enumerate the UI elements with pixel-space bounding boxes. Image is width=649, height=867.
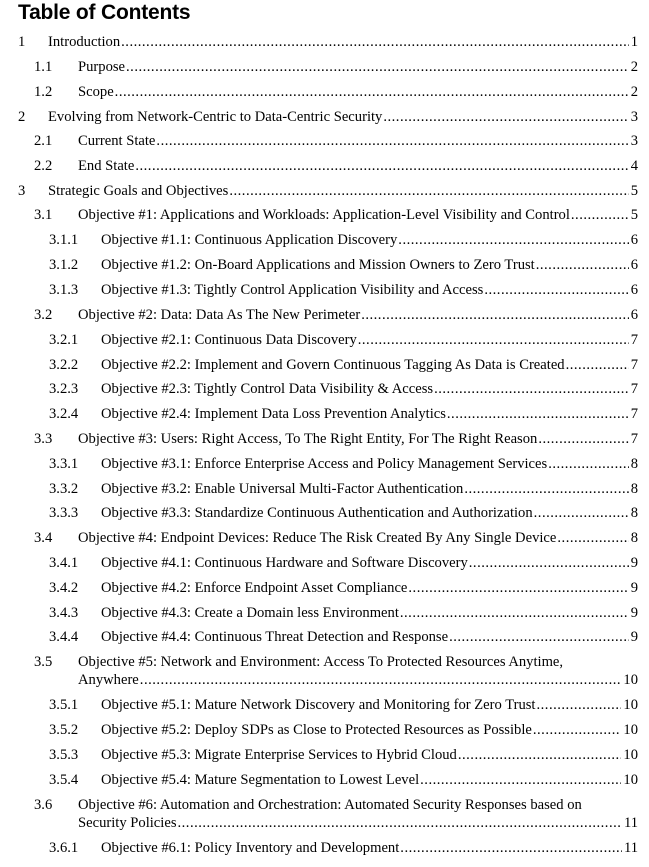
page-number: 4 [630,158,638,174]
section-number: 3.2.4 [49,406,79,422]
section-title: Objective #2.4: Implement Data Loss Prevention Analytics [101,406,446,422]
section-number: 3.6.1 [49,840,79,856]
page-number: 2 [630,59,638,75]
dot-leader [484,281,628,299]
section-title: Objective #5.1: Mature Network Discovery and Monitoring for Zero Trust [101,697,536,713]
section-number: 1 [18,34,26,50]
page-number: 7 [630,332,638,348]
section-title: Introduction [48,34,121,50]
page-number: 9 [630,580,638,596]
dot-leader [533,721,622,739]
page-number: 8 [630,530,638,546]
section-number: 3.5.1 [49,697,79,713]
section-title: Strategic Goals and Objectives [48,183,229,199]
section-title: Objective #4: Endpoint Devices: Reduce The Risk Created By Any Single Device [78,530,557,546]
dot-leader [121,33,629,51]
toc-entry-3[interactable] [18,182,638,200]
section-title: Objective #2.3: Tightly Control Data Visibility & Access [101,381,434,397]
dot-leader [557,529,628,547]
section-title: Objective #6: Automation and Orchestration: Automated Security Responses based on [78,797,582,813]
toc-entry-3-2-2[interactable] [49,356,638,374]
section-number: 1.1 [34,59,53,75]
dot-leader [434,380,629,398]
section-number: 3.3.1 [49,456,79,472]
section-number: 3.2.3 [49,381,79,397]
dot-leader [398,231,628,249]
toc-entry-3-2-4[interactable] [49,405,638,423]
section-title: Objective #1.2: On-Board Applications and Mission Owners to Zero Trust [101,257,535,273]
dot-leader [140,671,622,689]
dot-leader [126,58,629,76]
dot-leader [536,256,629,274]
page-number: 11 [623,815,638,831]
dot-leader [229,182,628,200]
section-title: Objective #4.1: Continuous Hardware and Software Discovery [101,555,468,571]
section-title: End State [78,158,135,174]
dot-leader [420,771,621,789]
dot-leader [408,579,628,597]
page-number: 10 [623,772,638,788]
dot-leader [383,108,628,126]
page-number: 10 [623,722,638,738]
section-title: Objective #2: Data: Data As The New Perimeter [78,307,361,323]
dot-leader [400,839,622,857]
section-title: Objective #6.1: Policy Inventory and Development [101,840,400,856]
page-number: 2 [630,84,638,100]
toc-entry-3-5[interactable] [34,653,638,689]
section-title: Objective #4.2: Enforce Endpoint Asset Compliance [101,580,408,596]
toc-entry-3-3-3[interactable] [49,504,638,522]
toc-entry-3-3[interactable] [34,430,638,448]
dot-leader [458,746,622,764]
section-number: 3.4 [34,530,53,546]
section-number: 3.4.4 [49,629,79,645]
page-number: 10 [623,672,638,688]
section-number: 3.3 [34,431,53,447]
section-number: 1.2 [34,84,53,100]
dot-leader [135,157,628,175]
toc-entry-3-6-1[interactable] [49,839,638,857]
toc-entry-3-1-2[interactable] [49,256,638,274]
toc-entry-3-3-1[interactable] [49,455,638,473]
page-number: 7 [630,357,638,373]
section-title: Objective #3.2: Enable Universal Multi-Factor Authentication [101,481,464,497]
dot-leader [156,132,628,150]
dot-leader [469,554,629,572]
toc-entry-3-5-2[interactable] [49,721,638,739]
page-number: 10 [623,747,638,763]
section-number: 3.6 [34,797,53,813]
section-number: 3.1.1 [49,232,79,248]
page-number: 8 [630,505,638,521]
dot-leader [178,814,622,832]
toc-entry-3-4-3[interactable] [49,604,638,622]
page-number: 1 [630,34,638,50]
section-title: Objective #5.2: Deploy SDPs as Close to Protected Resources as Possible [101,722,532,738]
toc-entry-1[interactable] [18,33,638,51]
page-number: 8 [630,481,638,497]
dot-leader [358,331,629,349]
section-number: 3.3.2 [49,481,79,497]
toc-entry-1-2[interactable] [34,83,638,101]
toc-entry-2[interactable] [18,108,638,126]
section-title: Objective #4.3: Create a Domain less Environment [101,605,399,621]
section-number: 3.5.2 [49,722,79,738]
toc-entry-1-1[interactable] [34,58,638,76]
dot-leader [566,356,629,374]
toc-entry-3-2-3[interactable] [49,380,638,398]
section-title-continued: Security Policies [78,815,177,831]
section-number: 3.4.1 [49,555,79,571]
toc-entry-3-6[interactable] [34,796,638,832]
section-title: Objective #5: Network and Environment: Access To Protected Resources Anytime, [78,654,564,670]
dot-leader [447,405,629,423]
section-number: 3.1 [34,207,53,223]
dot-leader [571,206,629,224]
page-number: 9 [630,629,638,645]
section-number: 2.2 [34,158,53,174]
section-title: Objective #2.1: Continuous Data Discovery [101,332,357,348]
toc-entry-3-1-3[interactable] [49,281,638,299]
page-number: 3 [630,133,638,149]
dot-leader [449,628,629,646]
page-number: 6 [630,232,638,248]
section-title: Objective #1.3: Tightly Control Application Visibility and Access [101,282,484,298]
toc-entry-2-1[interactable] [34,132,638,150]
dot-leader [400,604,629,622]
section-title: Current State [78,133,156,149]
section-number: 3 [18,183,26,199]
toc-entry-3-3-2[interactable] [49,480,638,498]
section-title: Objective #2.2: Implement and Govern Continuous Tagging As Data is Created [101,357,565,373]
section-number: 3.2.1 [49,332,79,348]
toc-entry-3-1-1[interactable] [49,231,638,249]
section-title: Objective #5.3: Migrate Enterprise Services to Hybrid Cloud [101,747,457,763]
toc-entry-3-5-1[interactable] [49,696,638,714]
section-title: Purpose [78,59,126,75]
page-number: 5 [630,207,638,223]
page-number: 9 [630,605,638,621]
page-number: 7 [630,406,638,422]
section-title: Objective #5.4: Mature Segmentation to Lowest Level [101,772,420,788]
section-number: 3.5 [34,654,53,670]
toc-entry-3-5-4[interactable] [49,771,638,789]
dot-leader [534,504,629,522]
section-title-continued: Anywhere [78,672,139,688]
section-number: 3.2 [34,307,53,323]
page-number: 3 [630,109,638,125]
toc-entry-3-2-1[interactable] [49,331,638,349]
dot-leader [361,306,629,324]
section-title: Evolving from Network-Centric to Data-Centric Security [48,109,383,125]
section-number: 3.5.4 [49,772,79,788]
toc-entry-2-2[interactable] [34,157,638,175]
page-number: 7 [630,431,638,447]
section-number: 3.3.3 [49,505,79,521]
toc-entry-3-2[interactable] [34,306,638,324]
dot-leader [464,480,628,498]
page-number: 9 [630,555,638,571]
section-number: 2 [18,109,26,125]
page-number: 10 [623,697,638,713]
toc-entry-3-1[interactable] [34,206,638,224]
section-title: Objective #4.4: Continuous Threat Detection and Response [101,629,449,645]
toc-entry-3-4-4[interactable] [49,628,638,646]
section-number: 3.1.2 [49,257,79,273]
section-title: Objective #1: Applications and Workloads: Application-Level Visibility and Control [78,207,570,223]
toc-heading: Table of Contents [18,1,191,24]
section-number: 3.4.3 [49,605,79,621]
page-number: 8 [630,456,638,472]
page-number: 6 [630,307,638,323]
page-number: 11 [623,840,638,856]
section-number: 2.1 [34,133,53,149]
section-number: 3.2.2 [49,357,79,373]
dot-leader [538,430,628,448]
toc-entry-3-5-3[interactable] [49,746,638,764]
toc-entry-3-4-1[interactable] [49,554,638,572]
section-number: 3.1.3 [49,282,79,298]
page-number: 7 [630,381,638,397]
page-number: 6 [630,257,638,273]
dot-leader [548,455,629,473]
dot-leader [537,696,622,714]
toc-entry-3-4[interactable] [34,529,638,547]
page-number: 5 [630,183,638,199]
toc-entry-3-4-2[interactable] [49,579,638,597]
section-title: Objective #3.3: Standardize Continuous Authentication and Authorization [101,505,533,521]
section-number: 3.5.3 [49,747,79,763]
page-number: 6 [630,282,638,298]
section-number: 3.4.2 [49,580,79,596]
section-title: Objective #1.1: Continuous Application Discovery [101,232,398,248]
section-title: Objective #3: Users: Right Access, To The Right Entity, For The Right Reason [78,431,538,447]
section-title: Objective #3.1: Enforce Enterprise Access and Policy Management Services [101,456,548,472]
section-title: Scope [78,84,114,100]
dot-leader [115,83,629,101]
